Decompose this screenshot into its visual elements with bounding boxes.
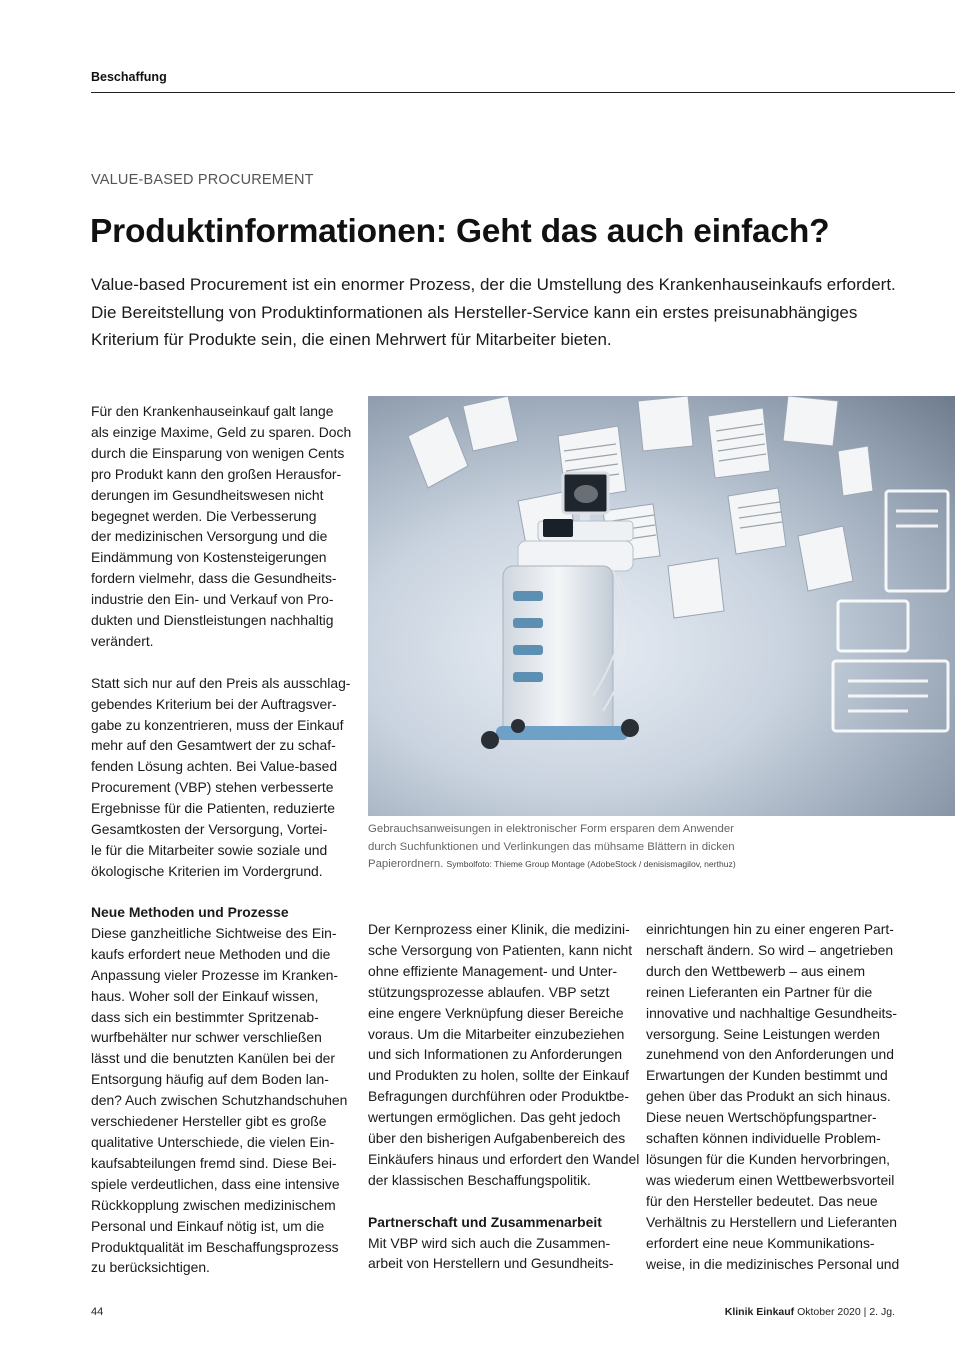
body-line: gabe zu konzentrieren, muss der Einkauf — [91, 716, 344, 733]
body-line: gebendes Kriterium bei der Auftragsver- — [91, 695, 337, 712]
body-line: ohne effiziente Management- und Unter- — [368, 962, 618, 979]
body-line: fenden Lösung achten. Bei Value-based — [91, 758, 338, 775]
body-line: zunehmend von den Anforderungen und — [646, 1046, 894, 1063]
body-line: weise, in die medizinisches Personal und — [646, 1255, 900, 1272]
body-line: zu berücksichtigen. — [91, 1259, 210, 1276]
body-line: dass sich ein bestimmter Spritzenab- — [91, 1008, 319, 1025]
body-line: haus. Woher soll der Einkauf wissen, — [91, 987, 319, 1004]
body-line: Ergebnisse für die Patienten, reduzierte — [91, 800, 336, 817]
body-line: stützungsprozesse ablaufen. VBP setzt — [368, 983, 610, 1000]
body-line: Eindämmung von Kostensteigerungen — [91, 549, 327, 566]
magazine-name: Klinik Einkauf — [724, 1306, 795, 1318]
body-line: dukten und Dienstleistungen nachhaltig — [91, 612, 334, 629]
body-line: Verhältnis zu Herstellern und Lieferanten — [646, 1213, 897, 1230]
section-label: Beschaffung — [91, 70, 167, 84]
article-lead — [91, 271, 916, 354]
lead-line: Value-based Procurement ist ein enormer Prozess, der die Umstellung des Krankenhauseinkaufs erfordert. — [91, 275, 896, 294]
body-line: innovative und nachhaltige Gesundheits- — [646, 1004, 897, 1021]
photo-credit: Symbolfoto: Thieme Group Montage (AdobeStock / denisismagilov, nerthuz) — [446, 859, 736, 869]
body-line: ökologische Kriterien im Vordergrund. — [91, 862, 323, 879]
body-line: mehr auf den Gesamtwert der zu schaf- — [91, 737, 336, 754]
body-line: und Produkten zu holen, sollte der Einkauf — [368, 1067, 630, 1084]
body-line: einrichtungen hin zu einer engeren Part- — [646, 921, 894, 937]
caption-line-last — [368, 856, 955, 874]
body-column-1-top — [91, 401, 352, 882]
body-line: Diese neuen Wertschöpfungspartner- — [646, 1109, 877, 1126]
body-line: Personal und Einkauf nötig ist, um die — [91, 1217, 325, 1234]
body-line: schaften können individuelle Problem- — [646, 1130, 881, 1147]
body-line: derungen im Gesundheitswesen nicht — [91, 486, 324, 503]
body-line: reinen Lieferanten ein Partner für die — [646, 983, 873, 1000]
body-line: Procurement (VBP) stehen verbesserte — [91, 779, 334, 796]
body-line: kaufs erfordert neue Methoden und die — [91, 945, 331, 962]
article-kicker: VALUE-BASED PROCUREMENT — [91, 172, 314, 188]
body-line: der medizinischen Versorgung und die — [91, 528, 328, 545]
body-line: spiele verdeutlichen, dass eine intensive — [91, 1175, 340, 1192]
body-line: der klassischen Beschaffungspolitik. — [368, 1171, 591, 1188]
body-line: Diese ganzheitliche Sichtweise des Ein- — [91, 924, 337, 941]
body-line: voraus. Um die Mitarbeiter einzubeziehen — [368, 1025, 625, 1042]
body-line: Mit VBP wird sich auch die Zusammen- — [368, 1234, 611, 1251]
body-line: Erwartungen der Kunden bestimmt und — [646, 1067, 888, 1084]
body-line: industrie den Ein- und Verkauf von Pro- — [91, 591, 334, 608]
article-photo — [368, 396, 955, 816]
body-line: erfordert eine neue Kommunikations- — [646, 1234, 875, 1251]
subheading: Partnerschaft und Zusammenarbeit — [368, 1213, 602, 1230]
body-line: begegnet werden. Die Verbesserung — [91, 507, 317, 524]
body-line: Anpassung vieler Prozesse im Kranken- — [91, 966, 339, 983]
body-line: pro Produkt kann den großen Herausfor- — [91, 465, 342, 482]
body-column-1-bottom — [91, 902, 348, 1278]
body-line: was wiederum einen Wettbewerbsvorteil — [646, 1171, 895, 1188]
body-line: lösungen für die Kunden hervorbringen, — [646, 1150, 891, 1167]
lead-line: Die Bereitstellung von Produktinformationen als Hersteller-Service kann ein erstes preisunabhängiges — [91, 302, 858, 322]
body-column-3 — [646, 919, 898, 1274]
body-line: für den Hersteller bedeutet. Das neue — [646, 1192, 878, 1209]
body-line: qualitative Unterschiede, die vielen Ein- — [91, 1133, 335, 1150]
caption-line: Papierordnern. — [368, 858, 444, 870]
body-line: fordern vielmehr, dass die Gesundheits- — [91, 570, 337, 587]
body-line: wurfbehälter nur schwer verschließen — [91, 1029, 322, 1046]
volume: 2. Jg. — [869, 1306, 895, 1318]
subheading: Neue Methoden und Prozesse — [91, 904, 289, 920]
body-line: le für die Mitarbeiter sowie soziale und — [91, 842, 328, 859]
article-title: Produktinformationen: Geht das auch einfach? — [90, 213, 830, 250]
body-line: als einzige Maxime, Geld zu sparen. Doch — [91, 423, 352, 440]
body-line: nerschaft ändern. So wird – angetrieben — [646, 941, 894, 958]
body-line: versorgung. Seine Leistungen werden — [646, 1025, 880, 1042]
body-line: Entsorgung häufig auf dem Boden lan- — [91, 1071, 329, 1088]
body-line: Rückkopplung zwischen medizinischem — [91, 1196, 336, 1213]
issue-date: Oktober 2020 — [797, 1306, 861, 1318]
body-line: Befragungen durchführen oder Produktbe- — [368, 1088, 630, 1105]
header-rule — [91, 92, 955, 93]
body-line: verändert. — [91, 632, 154, 649]
body-line: eine engere Verknüpfung dieser Bereiche — [368, 1004, 624, 1021]
body-line: Statt sich nur auf den Preis als ausschlag- — [91, 674, 351, 691]
body-line: durch den Wettbewerb – aus einem — [646, 962, 866, 979]
body-line: Einkäufers hinaus und erfordert den Wandel — [368, 1150, 640, 1167]
photo-caption — [368, 821, 955, 874]
body-column-2 — [368, 919, 640, 1274]
body-line: wertungen ermöglichen. Das geht jedoch — [368, 1109, 621, 1126]
body-line: verschiedener Hersteller gibt es große — [91, 1113, 327, 1130]
caption-line: durch Suchfunktionen und Verlinkungen das mühsame Blättern in dicken — [368, 840, 735, 853]
page-number: 44 — [91, 1306, 104, 1318]
body-line: kaufsabteilungen fremd sind. Diese Bei- — [91, 1154, 337, 1171]
body-line: lässt und die benutzten Kanülen bei der — [91, 1050, 336, 1067]
body-line: den? Auch zwischen Schutzhandschuhen — [91, 1092, 348, 1109]
body-line: über den bisherigen Aufgabenbereich des — [368, 1130, 626, 1147]
body-line: gehen über das Produkt an sich hinaus. — [646, 1088, 891, 1105]
body-line: sche Versorgung von Patienten, kann nicht — [368, 941, 633, 958]
caption-line: Gebrauchsanweisungen in elektronischer Form ersparen dem Anwender — [368, 823, 734, 835]
body-line: arbeit von Herstellern und Gesundheits- — [368, 1255, 614, 1272]
ultrasound-montage-illustration — [368, 396, 955, 816]
body-line: Gesamtkosten der Versorgung, Vortei- — [91, 821, 328, 838]
body-line: Der Kernprozess einer Klinik, die medizini- — [368, 921, 630, 937]
body-line: Für den Krankenhauseinkauf galt lange — [91, 403, 334, 419]
body-line: und sich Informationen zu Anforderungen — [368, 1046, 623, 1063]
body-line: durch die Einsparung von wenigen Cents — [91, 444, 345, 461]
body-line: Produktqualität im Beschaffungsprozess — [91, 1238, 339, 1255]
lead-line: Kriterium für Produkte sein, die einen Mehrwert für Mitarbeiter bieten. — [91, 330, 612, 349]
footer-separator: | — [863, 1306, 867, 1318]
footer-publication — [725, 1306, 895, 1318]
